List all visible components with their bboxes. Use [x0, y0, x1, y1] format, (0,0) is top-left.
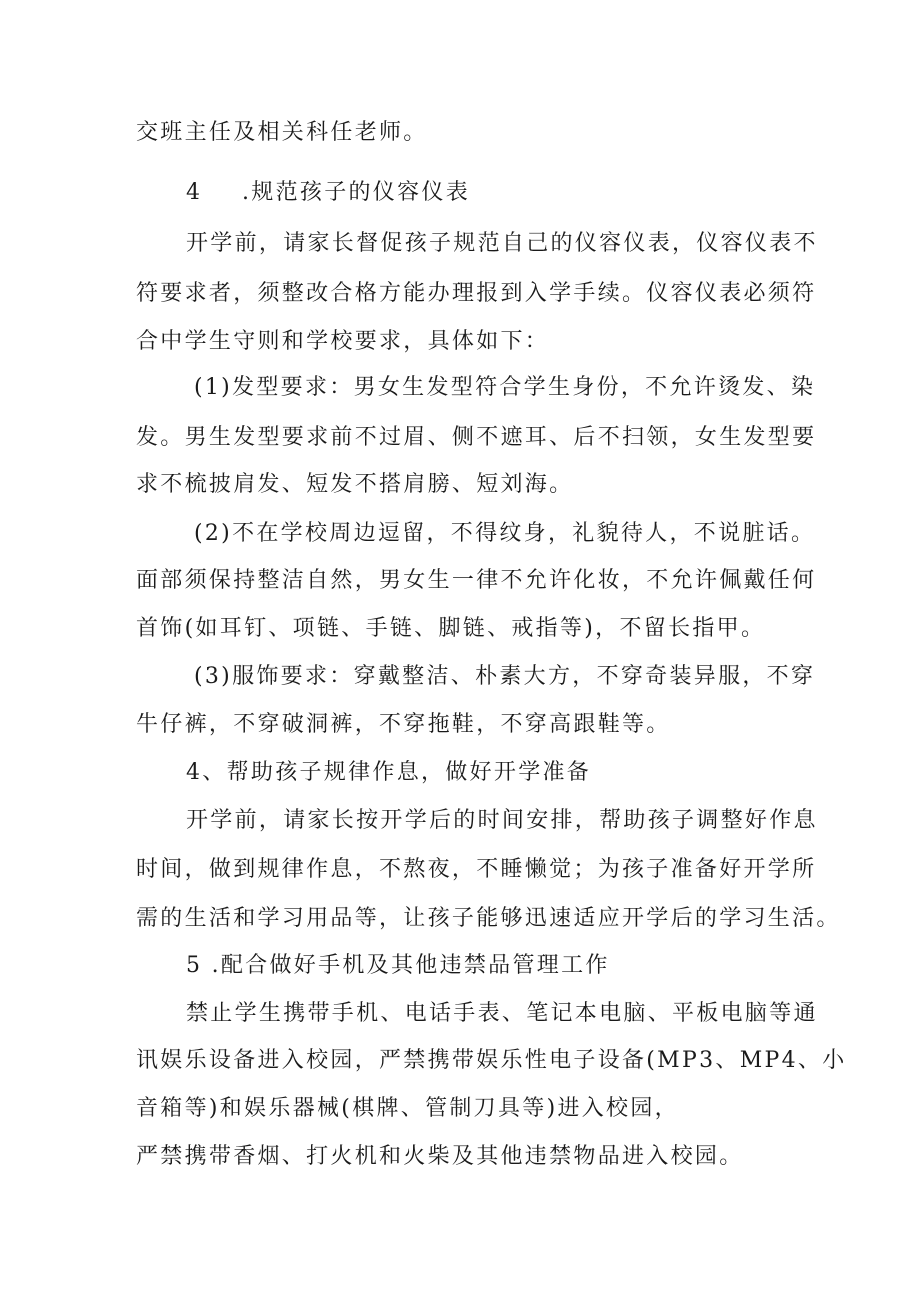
paragraph-line: 符要求者，须整改合格方能办理报到入学手续。仪容仪表必须符	[136, 281, 817, 306]
paragraph-line: 时间，做到规律作息，不熬夜，不睡懒觉；为孩子准备好开学所	[136, 857, 817, 882]
paragraph-line: 合中学生守则和学校要求，具体如下：	[136, 329, 550, 354]
paragraph-line: 首饰(如耳钉、项链、手链、脚链、戒指等)，不留长指甲。	[136, 616, 766, 641]
section-title: .规范孩子的仪容仪表	[242, 180, 470, 205]
section-heading-4	[186, 178, 470, 208]
paragraph-line: 牛仔裤，不穿破洞裤，不穿拖鞋，不穿高跟鞋等。	[136, 712, 671, 737]
list-item-line: (1)发型要求：男女生发型符合学生身份，不允许烫发、染	[194, 375, 816, 400]
list-item-line: (2)不在学校周边逗留，不得纹身，礼貌待人，不说脏话。	[194, 521, 816, 546]
paragraph-line: 求不梳披肩发、短发不搭肩膀、短刘海。	[136, 472, 574, 497]
paragraph-line: 音箱等)和娱乐器械(棋牌、管制刀具等)进入校园，	[136, 1096, 679, 1121]
section-number: 4	[186, 180, 203, 205]
section-heading: 4、帮助孩子规律作息，做好开学准备	[186, 760, 592, 785]
paragraph-line: 严禁携带香烟、打火机和火柴及其他违禁物品进入校园。	[136, 1144, 744, 1169]
list-item-line: (3)服饰要求：穿戴整洁、朴素大方，不穿奇装异服，不穿	[194, 664, 816, 689]
section-heading: 5 .配合做好手机及其他违禁品管理工作	[186, 953, 610, 978]
paragraph-line: 开学前，请家长督促孩子规范自己的仪容仪表，仪容仪表不	[186, 231, 818, 256]
paragraph-line: 面部须保持整洁自然，男女生一律不允许化妆，不允许佩戴任何	[136, 568, 817, 593]
paragraph-line: 开学前，请家长按开学后的时间安排，帮助孩子调整好作息	[186, 808, 818, 833]
paragraph-line: 发。男生发型要求前不过眉、侧不遮耳、后不扫领，女生发型要	[136, 425, 817, 450]
paragraph-line: 需的生活和学习用品等，让孩子能够迅速适应开学后的学习生活。	[136, 906, 841, 931]
paragraph-line: 禁止学生携带手机、电话手表、笔记本电脑、平板电脑等通	[186, 1001, 818, 1026]
paragraph-line: 讯娱乐设备进入校园，严禁携带娱乐性电子设备(MP3、MP4、小	[136, 1048, 847, 1073]
paragraph-line: 交班主任及相关科任老师。	[136, 120, 428, 145]
